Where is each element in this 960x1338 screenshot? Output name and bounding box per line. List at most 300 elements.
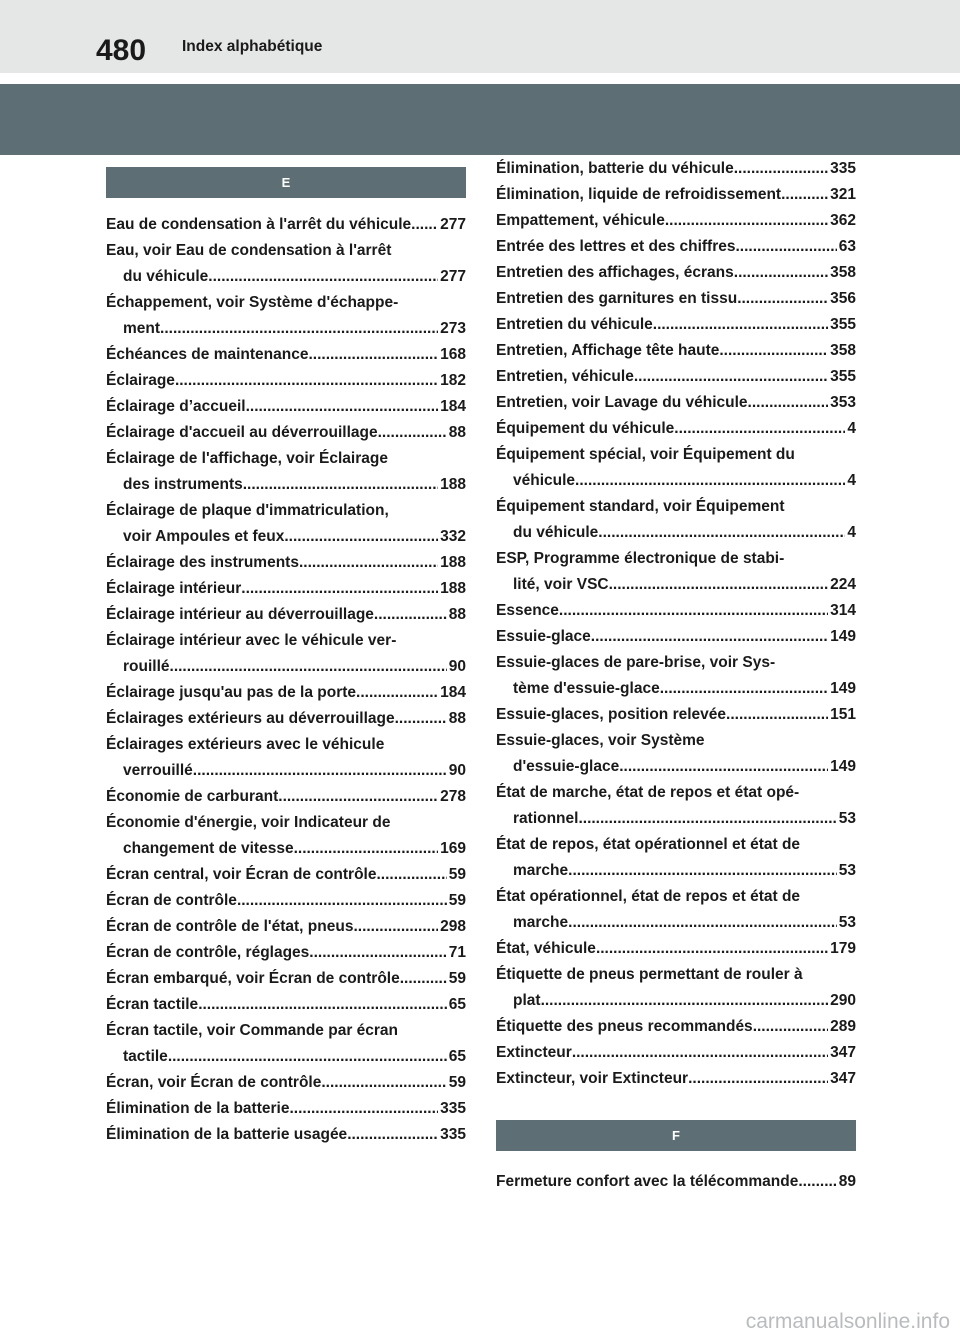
page-ref: 277 — [440, 216, 466, 233]
page-ref: 89 — [838, 1173, 856, 1190]
entry-line — [106, 680, 466, 706]
index-entry — [496, 650, 856, 702]
page-ref: 149 — [830, 680, 856, 697]
entry-line — [106, 810, 466, 836]
entry-line — [496, 208, 856, 234]
index-entry — [496, 182, 856, 208]
entry-line — [496, 364, 856, 390]
entry-line — [496, 780, 856, 806]
dot-leader — [278, 784, 438, 810]
page-ref: 356 — [830, 290, 856, 307]
entry-line — [496, 312, 856, 338]
entry-text: Étiquette de pneus permettant de rouler à — [496, 966, 803, 983]
entry-text: Entrée des lettres et des chiffres — [496, 238, 736, 255]
index-entry — [496, 1066, 856, 1092]
index-entry — [106, 810, 466, 862]
dot-leader — [294, 836, 439, 862]
page-ref: 273 — [440, 320, 466, 337]
page-ref: 59 — [448, 970, 466, 987]
entry-text: Éclairage intérieur avec le véhicule ver- — [106, 632, 397, 649]
page-ref: 71 — [448, 944, 466, 961]
section-header-e: E — [106, 167, 466, 198]
page-ref: 151 — [830, 706, 856, 723]
entry-text: Écran de contrôle, réglages — [106, 944, 310, 961]
entry-line — [106, 1096, 466, 1122]
index-entry — [106, 784, 466, 810]
entry-line — [106, 862, 466, 888]
entry-text: Équipement spécial, voir Équipement du — [496, 446, 795, 463]
dot-leader — [653, 312, 828, 338]
entry-text: Éclairage intérieur au déverrouillage — [106, 606, 374, 623]
index-entry — [496, 416, 856, 442]
index-entry — [496, 702, 856, 728]
index-entry — [106, 342, 466, 368]
dot-leader — [347, 1122, 438, 1148]
entry-text: Écran de contrôle de l'état, pneus — [106, 918, 354, 935]
page-ref: 353 — [830, 394, 856, 411]
dot-leader — [541, 988, 829, 1014]
entry-text: Entretien, Affichage tête haute — [496, 342, 720, 359]
entry-line — [106, 628, 466, 654]
page-ref: 182 — [440, 372, 466, 389]
entry-line — [106, 914, 466, 940]
page-ref: 53 — [838, 862, 856, 879]
dot-leader — [572, 1040, 828, 1066]
watermark: carmanualsonline.info — [745, 1310, 950, 1333]
entry-line — [496, 286, 856, 312]
index-entry — [496, 390, 856, 416]
entry-line — [496, 1066, 856, 1092]
entry-text: Économie d'énergie, voir Indicateur de — [106, 814, 391, 831]
entry-text: verrouillé — [123, 762, 193, 779]
page-ref: 188 — [440, 554, 466, 571]
index-entry — [496, 832, 856, 884]
index-entry — [496, 494, 856, 546]
entry-text: Extincteur — [496, 1044, 572, 1061]
entry-text: Essuie-glaces, position relevée — [496, 706, 727, 723]
entry-text: Équipement du véhicule — [496, 420, 675, 437]
index-entry — [496, 286, 856, 312]
index-entry — [496, 780, 856, 832]
index-entry — [496, 442, 856, 494]
dot-leader — [237, 888, 447, 914]
entry-line — [496, 702, 856, 728]
page-ref: 290 — [830, 992, 856, 1009]
index-entry — [496, 728, 856, 780]
index-entry — [496, 624, 856, 650]
entry-text: plat — [513, 992, 541, 1009]
entry-text: d'essuie-glace — [513, 758, 620, 775]
dot-leader — [208, 264, 438, 290]
index-entry — [496, 156, 856, 182]
entry-text: Empattement, véhicule — [496, 212, 665, 229]
entry-text: Entretien du véhicule — [496, 316, 653, 333]
entry-text: marche — [513, 914, 569, 931]
entry-line — [106, 394, 466, 420]
entry-line — [496, 754, 856, 780]
dot-leader — [168, 1044, 447, 1070]
page-ref: 358 — [830, 342, 856, 359]
dot-leader — [289, 1096, 438, 1122]
dot-leader — [575, 468, 845, 494]
entry-text: Élimination de la batterie usagée — [106, 1126, 348, 1143]
dot-leader — [353, 914, 438, 940]
page-ref: 88 — [448, 424, 466, 441]
entry-line — [106, 1122, 466, 1148]
page-ref: 4 — [847, 420, 856, 437]
index-entry — [106, 1096, 466, 1122]
page-ref: 4 — [847, 472, 856, 489]
entry-line — [496, 884, 856, 910]
entry-line — [106, 706, 466, 732]
dot-leader — [596, 936, 828, 962]
page-ref: 88 — [448, 710, 466, 727]
page-ref: 149 — [830, 758, 856, 775]
entry-text: véhicule — [513, 472, 576, 489]
dot-leader — [243, 472, 438, 498]
entry-text: du véhicule — [513, 524, 599, 541]
entry-line — [496, 260, 856, 286]
dot-leader — [734, 156, 828, 182]
entry-text: Écran, voir Écran de contrôle — [106, 1074, 322, 1091]
index-entry — [496, 598, 856, 624]
dot-leader — [719, 338, 828, 364]
page-ref: 65 — [448, 1048, 466, 1065]
index-entry — [496, 338, 856, 364]
index-entry — [106, 602, 466, 628]
dot-leader — [377, 862, 447, 888]
entry-line — [106, 1070, 466, 1096]
dot-leader — [356, 680, 438, 706]
page-ref: 335 — [440, 1100, 466, 1117]
page-ref: 88 — [448, 606, 466, 623]
entry-text: tactile — [123, 1048, 168, 1065]
entry-line — [496, 962, 856, 988]
entry-line — [496, 234, 856, 260]
entry-text: Éclairage d’accueil — [106, 398, 246, 415]
index-entry — [106, 368, 466, 394]
entry-text: Élimination, batterie du véhicule — [496, 160, 734, 177]
page-ref: 90 — [448, 658, 466, 675]
entry-text: Écran de contrôle — [106, 892, 237, 909]
dot-leader — [726, 702, 828, 728]
entry-line — [106, 368, 466, 394]
entry-text: Éclairages extérieurs avec le véhicule — [106, 736, 385, 753]
index-entry — [496, 936, 856, 962]
page-number: 480 — [96, 34, 147, 67]
entry-line — [106, 290, 466, 316]
page-ref: 358 — [830, 264, 856, 281]
entry-line — [106, 212, 466, 238]
entry-list-f — [496, 1169, 856, 1195]
entry-text: voir Ampoules et feux — [123, 528, 285, 545]
dot-leader — [400, 966, 447, 992]
index-entry — [496, 1014, 856, 1040]
entry-text: tème d'essuie-glace — [513, 680, 660, 697]
index-entry — [106, 992, 466, 1018]
entry-list-left — [106, 212, 466, 1148]
entry-text: Étiquette des pneus recommandés — [496, 1018, 753, 1035]
page-ref: 335 — [830, 160, 856, 177]
index-entry — [496, 208, 856, 234]
entry-line — [496, 858, 856, 884]
page-ref: 224 — [830, 576, 856, 593]
entry-text: Écran tactile — [106, 996, 199, 1013]
index-entry — [106, 706, 466, 732]
entry-text: Écran tactile, voir Commande par écran — [106, 1022, 399, 1039]
index-entry — [496, 260, 856, 286]
dot-leader — [619, 754, 828, 780]
entry-line — [496, 988, 856, 1014]
entry-line — [496, 1014, 856, 1040]
entry-line — [106, 264, 466, 290]
entry-line — [106, 992, 466, 1018]
entry-text: des instruments — [123, 476, 243, 493]
dot-leader — [193, 758, 447, 784]
page-ref: 53 — [838, 914, 856, 931]
index-entry — [496, 312, 856, 338]
entry-text: lité, voir VSC — [513, 576, 609, 593]
page-ref: 188 — [440, 476, 466, 493]
page-ref: 179 — [830, 940, 856, 957]
page-ref: 289 — [830, 1018, 856, 1035]
page-ref: 59 — [448, 1074, 466, 1091]
entry-text: Éclairage des instruments — [106, 554, 299, 571]
entry-line — [106, 888, 466, 914]
entry-line — [496, 728, 856, 754]
entry-line — [496, 598, 856, 624]
dot-leader — [737, 286, 828, 312]
index-entry — [496, 884, 856, 936]
index-entry — [496, 1169, 856, 1195]
index-entry — [106, 1070, 466, 1096]
index-entry — [106, 576, 466, 602]
dot-leader — [559, 598, 828, 624]
entry-text: Économie de carburant — [106, 788, 279, 805]
entry-text: marche — [513, 862, 569, 879]
page-ref: 362 — [830, 212, 856, 229]
entry-line — [106, 238, 466, 264]
entry-line — [496, 182, 856, 208]
page-ref: 53 — [838, 810, 856, 827]
dot-leader — [308, 342, 438, 368]
index-column-left — [106, 167, 466, 1148]
entry-text: Entretien des affichages, écrans — [496, 264, 734, 281]
entry-line — [496, 910, 856, 936]
entry-text: Équipement standard, voir Équipement — [496, 498, 785, 515]
entry-line — [106, 498, 466, 524]
page-header — [0, 0, 960, 73]
dot-leader — [284, 524, 438, 550]
entry-text: Éclairage de l'affichage, voir Éclairage — [106, 450, 388, 467]
entry-text: Écran central, voir Écran de contrôle — [106, 866, 377, 883]
dot-leader — [660, 676, 828, 702]
entry-text: Éclairages extérieurs au déverrouillage — [106, 710, 395, 727]
page-title: Index alphabétique — [182, 38, 323, 55]
entry-text: État de marche, état de repos et état opé- — [496, 784, 800, 801]
entry-text: rouillé — [123, 658, 170, 675]
page-ref: 278 — [440, 788, 466, 805]
page-ref: 347 — [830, 1044, 856, 1061]
entry-line — [106, 784, 466, 810]
dot-leader — [753, 1014, 828, 1040]
index-entry — [106, 290, 466, 342]
entry-line — [106, 1044, 466, 1070]
entry-text: Essuie-glaces de pare-brise, voir Sys- — [496, 654, 776, 671]
entry-text: Eau de condensation à l'arrêt du véhicule — [106, 216, 412, 233]
entry-text: rationnel — [513, 810, 579, 827]
index-entry — [106, 628, 466, 680]
entry-text: Extincteur, voir Extincteur — [496, 1070, 689, 1087]
section-header-f: F — [496, 1120, 856, 1151]
entry-text: Élimination de la batterie — [106, 1100, 290, 1117]
page-ref: 298 — [440, 918, 466, 935]
entry-line — [496, 390, 856, 416]
page-ref: 188 — [440, 580, 466, 597]
entry-line — [496, 494, 856, 520]
index-entry — [106, 680, 466, 706]
entry-line — [106, 732, 466, 758]
entry-line — [106, 1018, 466, 1044]
entry-text: Entretien, voir Lavage du véhicule — [496, 394, 748, 411]
entry-line — [106, 420, 466, 446]
entry-text: du véhicule — [123, 268, 209, 285]
dot-leader — [378, 420, 447, 446]
entry-text: Échappement, voir Système d'échappe- — [106, 294, 399, 311]
index-entry — [106, 862, 466, 888]
dot-leader — [175, 368, 438, 394]
entry-text: changement de vitesse — [123, 840, 294, 857]
entry-text: Essence — [496, 602, 559, 619]
dot-leader — [634, 364, 828, 390]
index-entry — [106, 940, 466, 966]
dot-leader — [688, 1066, 828, 1092]
entry-line — [496, 416, 856, 442]
dot-leader — [568, 858, 837, 884]
page-ref: 149 — [830, 628, 856, 645]
index-column-right — [496, 156, 856, 1195]
dot-leader — [241, 576, 438, 602]
page-ref: 335 — [440, 1126, 466, 1143]
entry-text: Éclairage d'accueil au déverrouillage — [106, 424, 378, 441]
index-entry — [106, 446, 466, 498]
index-entry — [106, 888, 466, 914]
index-entry — [496, 1040, 856, 1066]
page-ref: 347 — [830, 1070, 856, 1087]
entry-list-right — [496, 156, 856, 1092]
entry-text: Éclairage de plaque d'immatriculation, — [106, 502, 389, 519]
entry-text: Entretien des garnitures en tissu — [496, 290, 738, 307]
entry-line — [496, 832, 856, 858]
entry-line — [106, 940, 466, 966]
index-entry — [496, 234, 856, 260]
entry-text: Essuie-glace — [496, 628, 591, 645]
entry-line — [496, 806, 856, 832]
entry-line — [106, 524, 466, 550]
index-entry — [496, 364, 856, 390]
entry-line — [106, 472, 466, 498]
dot-leader — [609, 572, 829, 598]
entry-line — [496, 546, 856, 572]
entry-text: Éclairage jusqu'au pas de la porte — [106, 684, 357, 701]
entry-line — [106, 316, 466, 342]
index-entry — [106, 394, 466, 420]
index-entry — [106, 550, 466, 576]
entry-line — [496, 624, 856, 650]
page-ref: 169 — [440, 840, 466, 857]
index-entry — [106, 420, 466, 446]
entry-text: État, véhicule — [496, 940, 596, 957]
dot-leader — [374, 602, 447, 628]
dot-leader — [665, 208, 828, 234]
index-entry — [106, 732, 466, 784]
dot-leader — [578, 806, 836, 832]
page-ref: 314 — [830, 602, 856, 619]
page-ref: 277 — [440, 268, 466, 285]
dot-leader — [198, 992, 447, 1018]
entry-line — [106, 550, 466, 576]
entry-line — [496, 676, 856, 702]
entry-line — [496, 1169, 856, 1195]
entry-text: Fermeture confort avec la télécommande — [496, 1173, 799, 1190]
entry-line — [496, 520, 856, 546]
entry-line — [496, 442, 856, 468]
dot-leader — [321, 1070, 446, 1096]
dot-leader — [411, 212, 438, 238]
page-ref: 65 — [448, 996, 466, 1013]
page-ref: 90 — [448, 762, 466, 779]
dot-leader — [736, 234, 837, 260]
dot-leader — [598, 520, 845, 546]
index-entry — [106, 914, 466, 940]
entry-text: Entretien, véhicule — [496, 368, 634, 385]
dot-leader — [299, 550, 438, 576]
entry-text: Échéances de maintenance — [106, 346, 309, 363]
page-ref: 184 — [440, 398, 466, 415]
entry-text: ESP, Programme électronique de stabi- — [496, 550, 785, 567]
page-ref: 184 — [440, 684, 466, 701]
index-entry — [106, 212, 466, 238]
entry-line — [106, 966, 466, 992]
page-ref: 59 — [448, 866, 466, 883]
page-ref: 332 — [440, 528, 466, 545]
index-entry — [106, 966, 466, 992]
dot-leader — [160, 316, 438, 342]
dot-leader — [568, 910, 837, 936]
entry-line — [106, 446, 466, 472]
dot-leader — [674, 416, 845, 442]
page-ref: 63 — [838, 238, 856, 255]
entry-line — [496, 338, 856, 364]
entry-line — [106, 654, 466, 680]
entry-text: État de repos, état opérationnel et état de — [496, 836, 801, 853]
entry-text: Élimination, liquide de refroidissement — [496, 186, 782, 203]
entry-text: Essuie-glaces, voir Système — [496, 732, 705, 749]
entry-text: Écran embarqué, voir Écran de contrôle — [106, 970, 400, 987]
entry-line — [496, 936, 856, 962]
header-banner — [0, 84, 960, 155]
entry-line — [106, 576, 466, 602]
entry-line — [496, 650, 856, 676]
entry-text: État opérationnel, état de repos et état de — [496, 888, 801, 905]
page-ref: 321 — [830, 186, 856, 203]
dot-leader — [734, 260, 828, 286]
dot-leader — [748, 390, 829, 416]
page-ref: 4 — [847, 524, 856, 541]
dot-leader — [170, 654, 447, 680]
dot-leader — [798, 1169, 836, 1195]
index-entry — [106, 238, 466, 290]
